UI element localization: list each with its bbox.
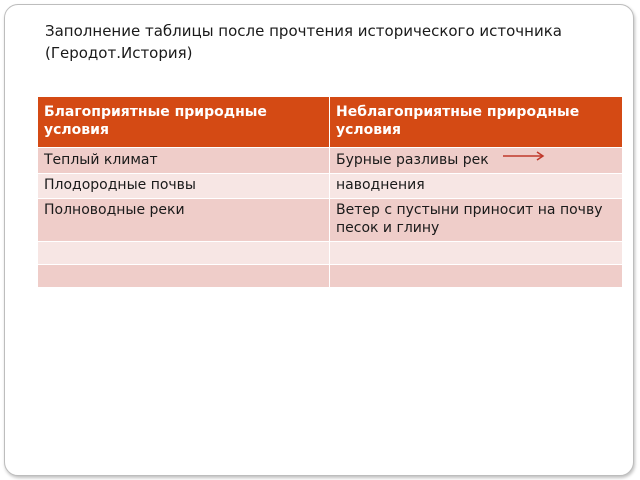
table-cell: Полноводные реки [38, 199, 330, 242]
table-cell [38, 242, 330, 265]
table-cell: наводнения [330, 174, 623, 199]
slide-title-line-1: Заполнение таблицы после прочтения исторического источника [45, 22, 562, 40]
table-cell: Бурные разливы рек [330, 148, 623, 174]
table-header-row [38, 97, 623, 148]
table-cell: Ветер с пустыни приносит на почву песок и глину [330, 199, 623, 242]
table-cell: Теплый климат [38, 148, 330, 174]
table-row [38, 242, 623, 265]
header-favorable: Благоприятные природные условия [38, 97, 330, 148]
table-row [38, 199, 623, 242]
table-row [38, 265, 623, 288]
header-unfavorable: Неблагоприятные природные условия [330, 97, 623, 148]
slide-title-line-2: (Геродот.История) [45, 44, 193, 62]
arrow-right-icon [502, 150, 546, 162]
table-cell [38, 265, 330, 288]
table-cell [330, 242, 623, 265]
table-cell [330, 265, 623, 288]
slide-title [45, 20, 615, 64]
table-cell: Плодородные почвы [38, 174, 330, 199]
conditions-table [37, 96, 623, 288]
table-row [38, 174, 623, 199]
